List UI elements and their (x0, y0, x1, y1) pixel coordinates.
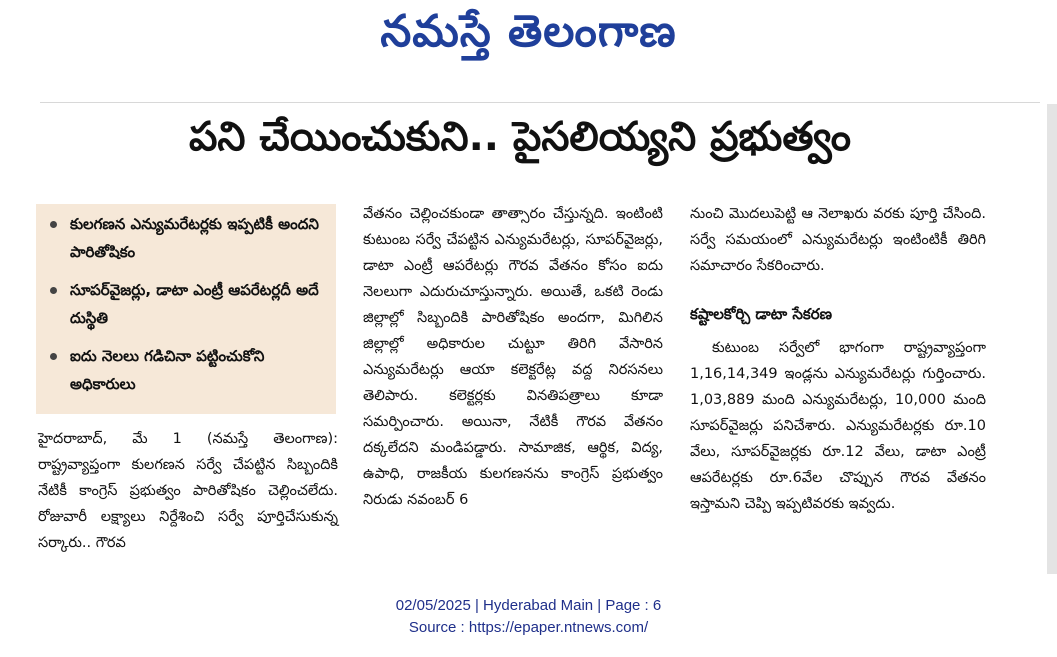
article-headline: పని చేయించుకుని.. పైసలియ్యని ప్రభుత్వం (188, 114, 851, 160)
article-column-3 (690, 201, 986, 517)
column-3-intro: నుంచి మొదలుపెట్టి ఆ నెలాఖరు వరకు పూర్తి చేసింది. సర్వే సమయంలో ఎన్యుమరేటర్లు ఇంటింటికీ తిరిగి సమాచారం సేకరించారు. (690, 206, 986, 274)
highlight-item (44, 210, 328, 266)
highlight-item (44, 276, 328, 332)
highlights-box (36, 204, 336, 414)
highlight-text: కులగణన ఎన్యుమరేటర్లకు ఇప్పటికీ అందని పారితోషికం (70, 215, 319, 261)
highlight-item (44, 342, 328, 398)
highlight-text: ఐదు నెలలు గడిచినా పట్టించుకోని అధికారులు (70, 347, 265, 393)
source-link[interactable]: Source : https://epaper.ntnews.com/ (408, 619, 649, 636)
masthead-divider (40, 102, 1040, 103)
column-3-body: కుటుంబ సర్వేలో భాగంగా రాష్ట్రవ్యాప్తంగా 1,16,14,349 ఇండ్లను ఎన్యుమరేటర్లు గుర్తించారు. 1,03,889 మంది ఎన్యుమరేటర్లు, 10,000 మంది సూపర్‌వైజర్లు పనిచేశారు. ఎన్యుమరేటర్లకు రూ.10 వేలు, సూపర్‌వైజర్లకు రూ.12 వేలు, డాటా ఎంట్రీ ఆపరేటర్లకు రూ.6వేల చొప్పున గౌరవ వేతనం ఇస్తామని చెప్పి ఇప్పటివరకు ఇవ్వదు. (690, 340, 986, 512)
edition-info: 02/05/2025 | Hyderabad Main | Page : 6 (395, 597, 662, 614)
section-subheading: కష్టాలకోర్చి డాటా సేకరణ (690, 305, 832, 323)
highlight-text: సూపర్‌వైజర్లు, డాటా ఎంట్రీ ఆపరేటర్లదీ అదే దుస్థితి (70, 281, 319, 327)
highlights-list (36, 204, 336, 398)
bullet-icon (50, 221, 57, 228)
bullet-icon (50, 353, 57, 360)
column-1-text: హైదరాబాద్, మే 1 (నమస్తే తెలంగాణ): రాష్ట్రవ్యాప్తంగా కులగణన సర్వే చేపట్టిన సిబ్బందికి నేటికీ కాంగ్రెస్ ప్రభుత్వం పారితోషికం చెల్లించలేదు. రోజువారీ లక్ష్యాలు నిర్దేశించి సర్వే పూర్తిచేసుకున్న సర్కారు.. గౌరవ (38, 431, 338, 551)
bullet-icon (50, 287, 57, 294)
article-column-1 (38, 426, 338, 556)
adjacent-column-edge (1047, 104, 1057, 574)
column-2-text: వేతనం చెల్లించకుండా తాత్సారం చేస్తున్నది. ఇంటింటి కుటుంబ సర్వే చేపట్టిన ఎన్యుమరేటర్లు, సూపర్‌వైజర్లు, డాటా ఎంట్రీ ఆపరేటర్లు గౌరవ వేతనం కోసం ఐదు నెలలుగా ఎదురుచూస్తున్నారు. అయితే, ఒకటి రెండు జిల్లాల్లో సిబ్బందికి పారితోషికం అందగా, మిగిలిన జిల్లాల్లో అధికారుల చుట్టూ తిరిగి వేసారిన ఎన్యుమరేటర్లు ఆయా కలెక్టరేట్ల వద్ద నిరసనలు తెలిపారు. కలెక్టర్లకు వినతిపత్రాలు కూడా సమర్పించారు. అయినా, నేటికీ గౌరవ వేతనం దక్కలేదని మండిపడ్డారు. సామాజిక, ఆర్థిక, విద్య, ఉపాధి, రాజకీయ కులగణనను కాంగ్రెస్ ప్రభుత్వం నిరుడు నవంబర్ 6 (363, 206, 663, 508)
article-column-2 (363, 201, 663, 513)
newspaper-masthead: నమస్తే తెలంగాణ (380, 6, 677, 57)
